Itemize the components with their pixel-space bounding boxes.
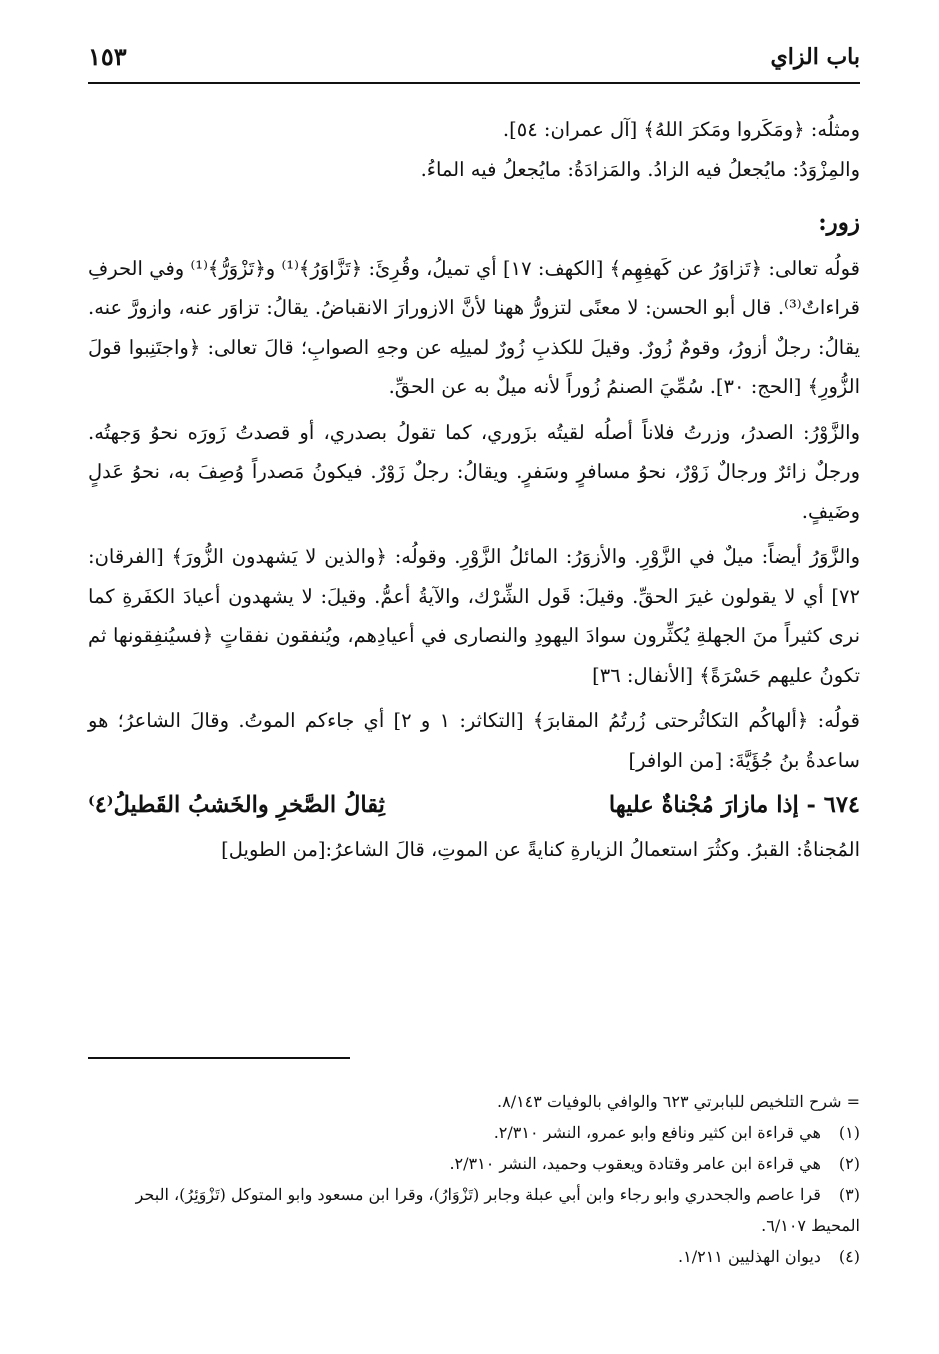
- paragraph: والزَّوَرُ أيضاً: ميلٌ في الزَّوْرِ. والأزوَرُ: المائلُ الزَّوْرِ. وقولُه: ﴿والذين لا يَشهدون الزُّورَ﴾ [الفرقان: ٧٢] أي لا يقولون غيرَ الحقِّ. وقيلَ: قَول الشِّرْك، والآيةُ أعمُّ. وقيلَ: لا يشهدون أعيادَ الكفَرةِ كما نرى كثيراً منَ الجهلةِ يُكثِّرون سوادَ اليهودِ والنصارى في أعيادِهم، ويُنفقون نفقاتٍ ﴿فسيُنفِقونها ثم تكونُ عليهم حَسْرَةً﴾ [الأنفال: ٣٦]: [88, 545, 860, 687]
- footnotes: [88, 1086, 860, 1272]
- footnote-text: هي قراءة ابن عامر وقتادة ويعقوب وحميد، النشر ٢/٣١٠.: [449, 1154, 821, 1173]
- main-text: [88, 110, 860, 869]
- footnote-text: ديوان الهذليين ١/٢١١.: [678, 1247, 821, 1266]
- footnote: [88, 1117, 860, 1148]
- footnote-number: (٣): [838, 1185, 860, 1204]
- footnote-text: قرا عاصم والجحدري وابو رجاء وابن أبي عبلة وجابر (تَزْوَارُ)، وقرا ابن مسعود وابو المتوكل (تَزْوَئِرُ)، البحر المحيط ٦/١٠٧.: [135, 1185, 860, 1235]
- paragraph: والزَّوْرُ: الصدرُ، وزرتُ فلاناً أصلُه لقيتُه بزَوري، كما تقولُ بصدري، أو قصدتُ زَورَه نحوُ وَجهتُه. ورجلٌ زائرٌ ورجالٌ زَوْرٌ، نحوُ مسافرٍ وسَفرٍ. ويقالُ: رجلٌ زَوْرٌ. فيكونُ مَصدراً وُصِفَ به، نحوُ عَدلٍ وضَيفٍ.: [88, 420, 860, 523]
- paragraph: المُجناةُ: القبرُ. وكثُرَ استعمالُ الزيارةِ كنايةً عن الموتِ، قالَ الشاعرُ:[من الطويل]: [221, 837, 860, 861]
- paragraph: قولُه: ﴿ألهاكُم التكاثُرحتى زُرتُمُ المقابرَ﴾ [التكاثر: ١ و ٢] أي جاءكم الموتُ. وقالَ الشاعرُ؛ هو ساعدةُ بنُ جُؤَيَّةَ: [من الوافر]: [88, 709, 860, 772]
- paragraph: والمِزْوَدُ: مايُجعلُ فيه الزادُ. والمَزادَةُ: مايُجعلُ فيه الماءُ.: [420, 157, 860, 181]
- paragraph: قولُه تعالى: ﴿تَزاوَرُ عن كَهفِهِم﴾ [الكهف: ١٧] أي تميلُ، وقُرِئَ: ﴿تَزَّاوَرُ﴾⁽¹⁾ و﴿تَزْوَرُّ﴾⁽¹⁾ وفي الحرفِ قراءاتٌ⁽³⁾. قال أبو الحسن: لا معنًى لتزورُّ ههنا لأنَّ الازورارَ الانقباضُ. يقالُ: تزاوَر عنه، وازورَّ عنه. يقالُ: رجلٌ أزورُ، وقومٌ زُورٌ. وقيلَ للكذبِ زُورٌ لميلِه عن وجهِ الصوابِ؛ قالَ تعالى: ﴿واجتَنِبوا قولَ الزُّورِ﴾ [الحج: ٣٠]. سُمِّيَ الصنمُ زُوراً لأنه ميلٌ به عن الحقِّ.: [88, 256, 860, 398]
- footnote: [88, 1179, 860, 1241]
- root-heading: زور:: [818, 209, 860, 236]
- footnote-separator: [88, 1057, 350, 1059]
- footnote-text: هي قراءة ابن كثير ونافع وابو عمرو، النشر ٢/٣١٠.: [493, 1123, 821, 1142]
- chapter-title: باب الزاي: [770, 44, 860, 70]
- footnote-continuation: = شرح التلخيص للبابرتي ٦٢٣ والوافي بالوفيات ٨/١٤٣.: [497, 1092, 860, 1111]
- verse-second-hemistich: ثِقالُ الصَّخرِ والخَشبُ القَطيلُ⁽٤⁾: [88, 792, 385, 818]
- footnote-number: (١): [838, 1123, 860, 1142]
- footnote: [88, 1148, 860, 1179]
- running-header: [88, 38, 860, 84]
- poetry-verse: [88, 786, 860, 826]
- footnote-number: (٤): [838, 1247, 860, 1266]
- footnote: [88, 1241, 860, 1272]
- footnote-number: (٢): [838, 1154, 860, 1173]
- paragraph: ومثلُه: ﴿ومَكَروا ومَكرَ اللهُ﴾ [آل عمران: ٥٤].: [502, 118, 860, 141]
- verse-first-hemistich: ٦٧٤ - إذا مازارَ مُجْناةٌ عليها: [608, 792, 860, 818]
- page-number: ١٥٣: [88, 42, 127, 71]
